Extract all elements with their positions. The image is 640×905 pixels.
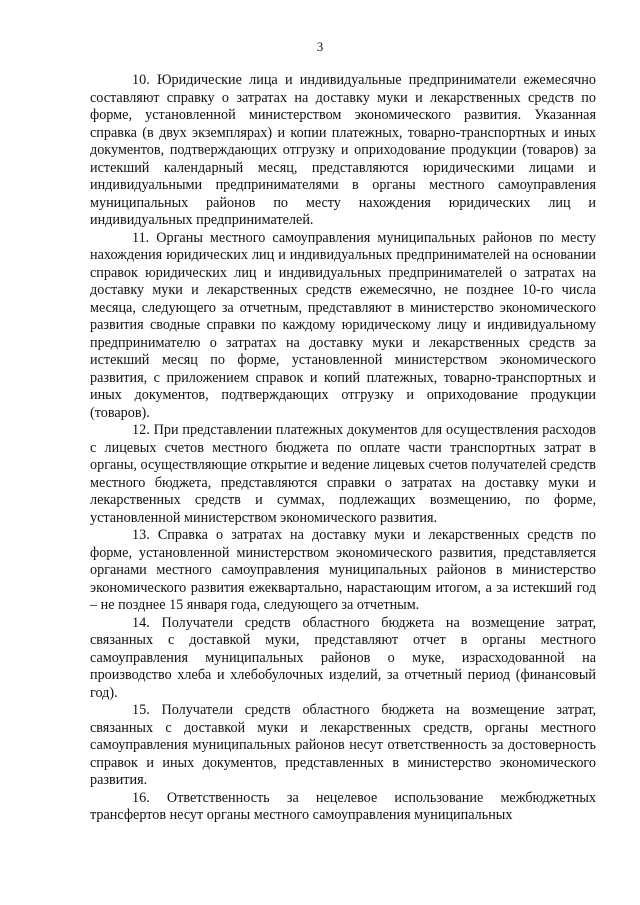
paragraph-14: 14. Получатели средств областного бюджета на возмещение затрат, связанных с доставкой муки, представляют отчет в органы местного самоуправления муниципальных районов о муке, израсходованной на производство хлеба и хлебобулочных изделий, за отчетный период (финансовый год). [90,614,596,701]
paragraph-11: 11. Органы местного самоуправления муниципальных районов по месту нахождения юридических лиц и индивидуальных предпринимателей на основании справок юридических лиц и индивидуальных предпринимателей о затратах на доставку муки и лекарственных средств ежемесячно, не позднее 10-го числа месяца, следующего за отчетным, представляют в министерство экономического развития сводные справки по каждому юридическому лицу и индивидуальному предпринимателю о затратах на доставку муки и лекарственных средств за истекший месяц по форме, установленной министерством экономического развития, с приложением справок и копий платежных, товарно-транспортных и иных документов, подтверждающих отгрузку и оприходование продукции (товаров). [90,229,596,421]
document-body [90,72,596,825]
paragraph-13: 13. Справка о затратах на доставку муки и лекарственных средств по форме, установленной министерством экономического развития, представляется органами местного самоуправления муниципальных районов в министерство экономического развития ежеквартально, нарастающим итогом, а за истекший год – не позднее 15 января года, следующего за отчетным. [90,527,596,613]
paragraph-12: 12. При представлении платежных документов для осуществления расходов с лицевых счетов местного бюджета по оплате части транспортных затрат в органы, осуществляющие открытие и ведение лицевых счетов получателей средств местного бюджета, представляются справки о затратах на доставку муки и лекарственных средств и суммах, подлежащих возмещению, по форме, установленной министерством экономического развития. [90,422,596,526]
paragraph-15: 15. Получатели средств областного бюджета на возмещение затрат, связанных с доставкой муки и лекарственных средств, органы местного самоуправления муниципальных районов несут ответственность за достоверность справок и иных документов, представленных в министерство экономического развития. [90,702,596,788]
page-number: 3 [316,39,324,54]
paragraph-16: 16. Ответственность за нецелевое использование межбюджетных трансфертов несут органы местного самоуправления муниципальных [90,789,596,823]
paragraph-10: 10. Юридические лица и индивидуальные предприниматели ежемесячно составляют справку о затратах на доставку муки и лекарственных средств по форме, установленной министерством экономического развития. Указанная справка (в двух экземплярах) и копии платежных, товарно-транспортных и иных документов, подтверждающих отгрузку и оприходование продукции (товаров) за истекший календарный месяц, представляются юридическими лицами и индивидуальными предпринимателями в органы местного самоуправления муниципальных районов по месту нахождения юридических лиц и индивидуальных предпринимателей. [90,72,596,228]
